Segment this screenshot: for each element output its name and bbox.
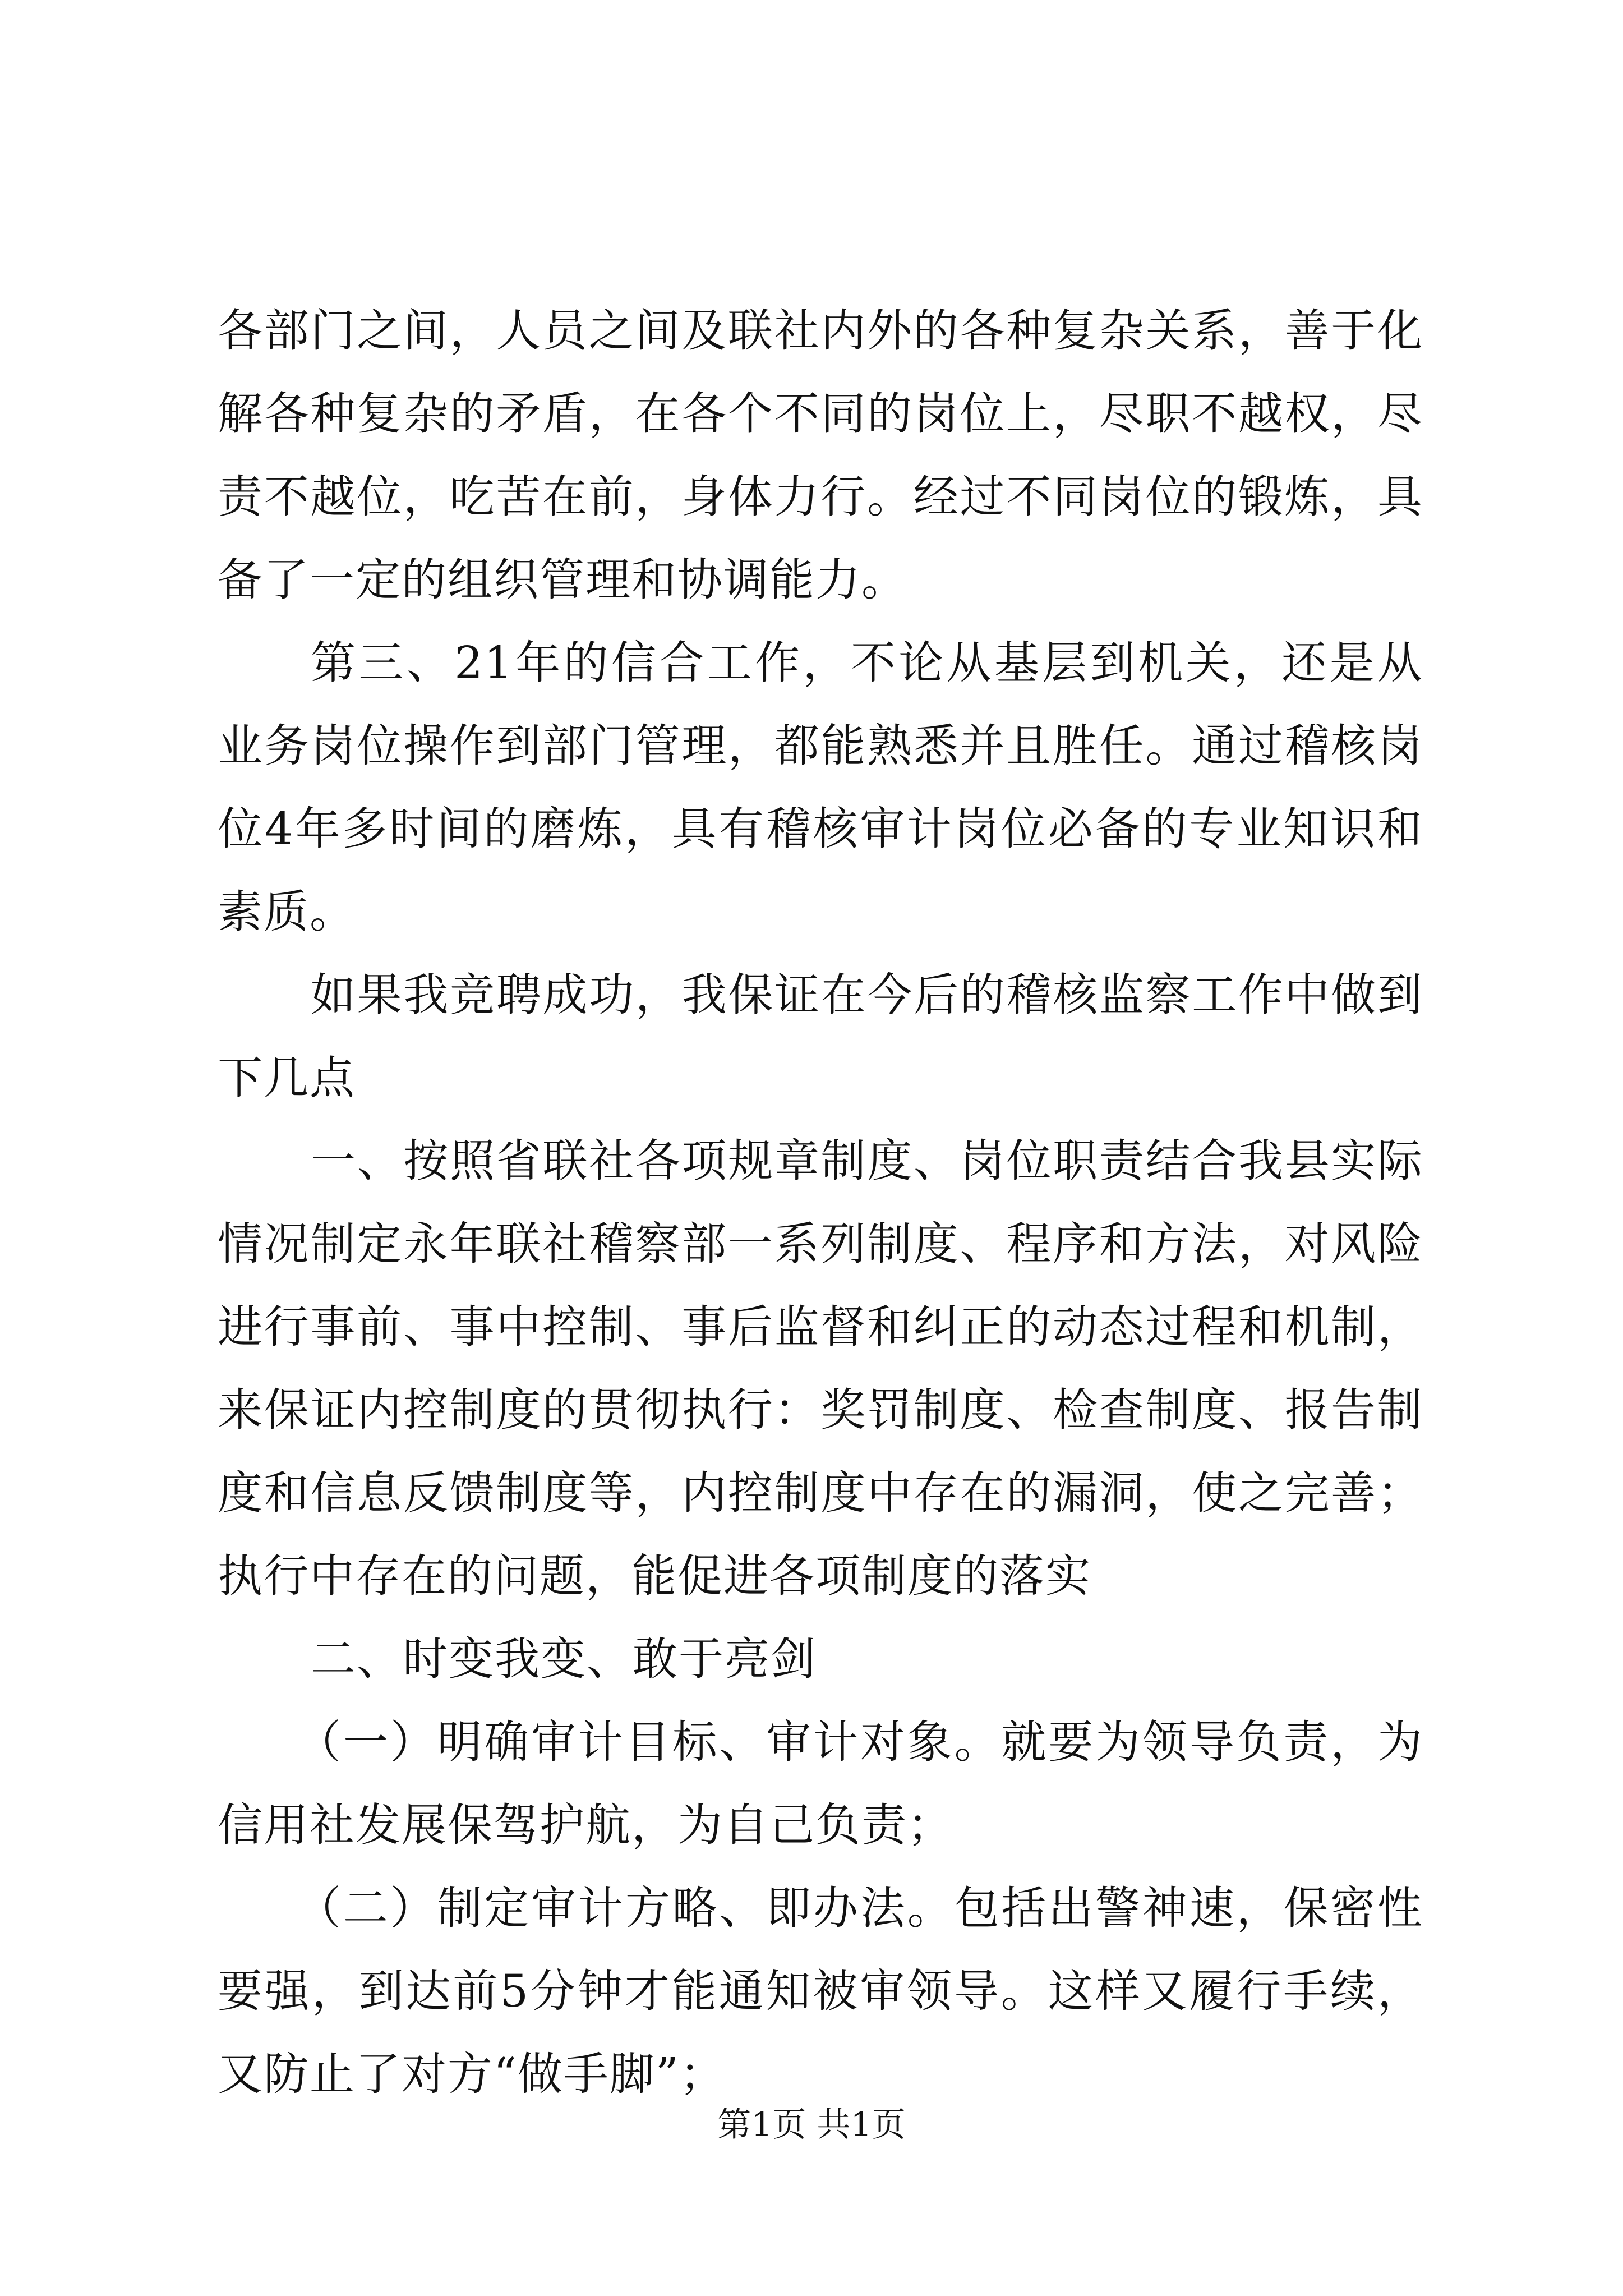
paragraph-subpoint-two: （二）制定审计方略、即办法。包括出警神速，保密性要强，到达前5分钟才能通知被审领导。这样又履行手续，又防止了对方“做手脚”； <box>218 1882 1423 2100</box>
paragraph-subpoint-one: （一）明确审计目标、审计对象。就要为领导负责，为信用社发展保驾护航，为自己负责； <box>218 1716 1423 1851</box>
paragraph-continued-relations: 各部门之间，人员之间及联社内外的各种复杂关系，善于化解各种复杂的矛盾，在各个不同的岗位上，尽职不越权，尽责不越位，吃苦在前，身体力行。经过不同岗位的锻炼，具备了一定的组织管理和协调能力。 <box>218 305 1423 606</box>
page-footer: 第1页 共1页 <box>717 2105 906 2145</box>
paragraph-point-two-heading: 二、时变我变、敢于亮剑 <box>311 1633 817 1685</box>
paragraph-point-one: 一、按照省联社各项规章制度、岗位职责结合我县实际情况制定永年联社稽察部一系列制度、程序和方法，对风险进行事前、事中控制、事后监督和纠正的动态过程和机制，来保证内控制度的贯彻执行：奖罚制度、检查制度、报告制度和信息反馈制度等，内控制度中存在的漏洞，使之完善；执行中存在的问题，能促进各项制度的落实 <box>218 1135 1423 1602</box>
paragraph-if-successful: 如果我竞聘成功，我保证在今后的稽核监察工作中做到下几点 <box>218 969 1423 1104</box>
paragraph-third-point: 第三、21年的信合工作，不论从基层到机关，还是从业务岗位操作到部门管理，都能熟悉并且胜任。通过稽核岗位4年多时间的磨炼，具有稽核审计岗位必备的专业知识和素质。 <box>218 637 1423 938</box>
document-body <box>218 289 1423 2116</box>
